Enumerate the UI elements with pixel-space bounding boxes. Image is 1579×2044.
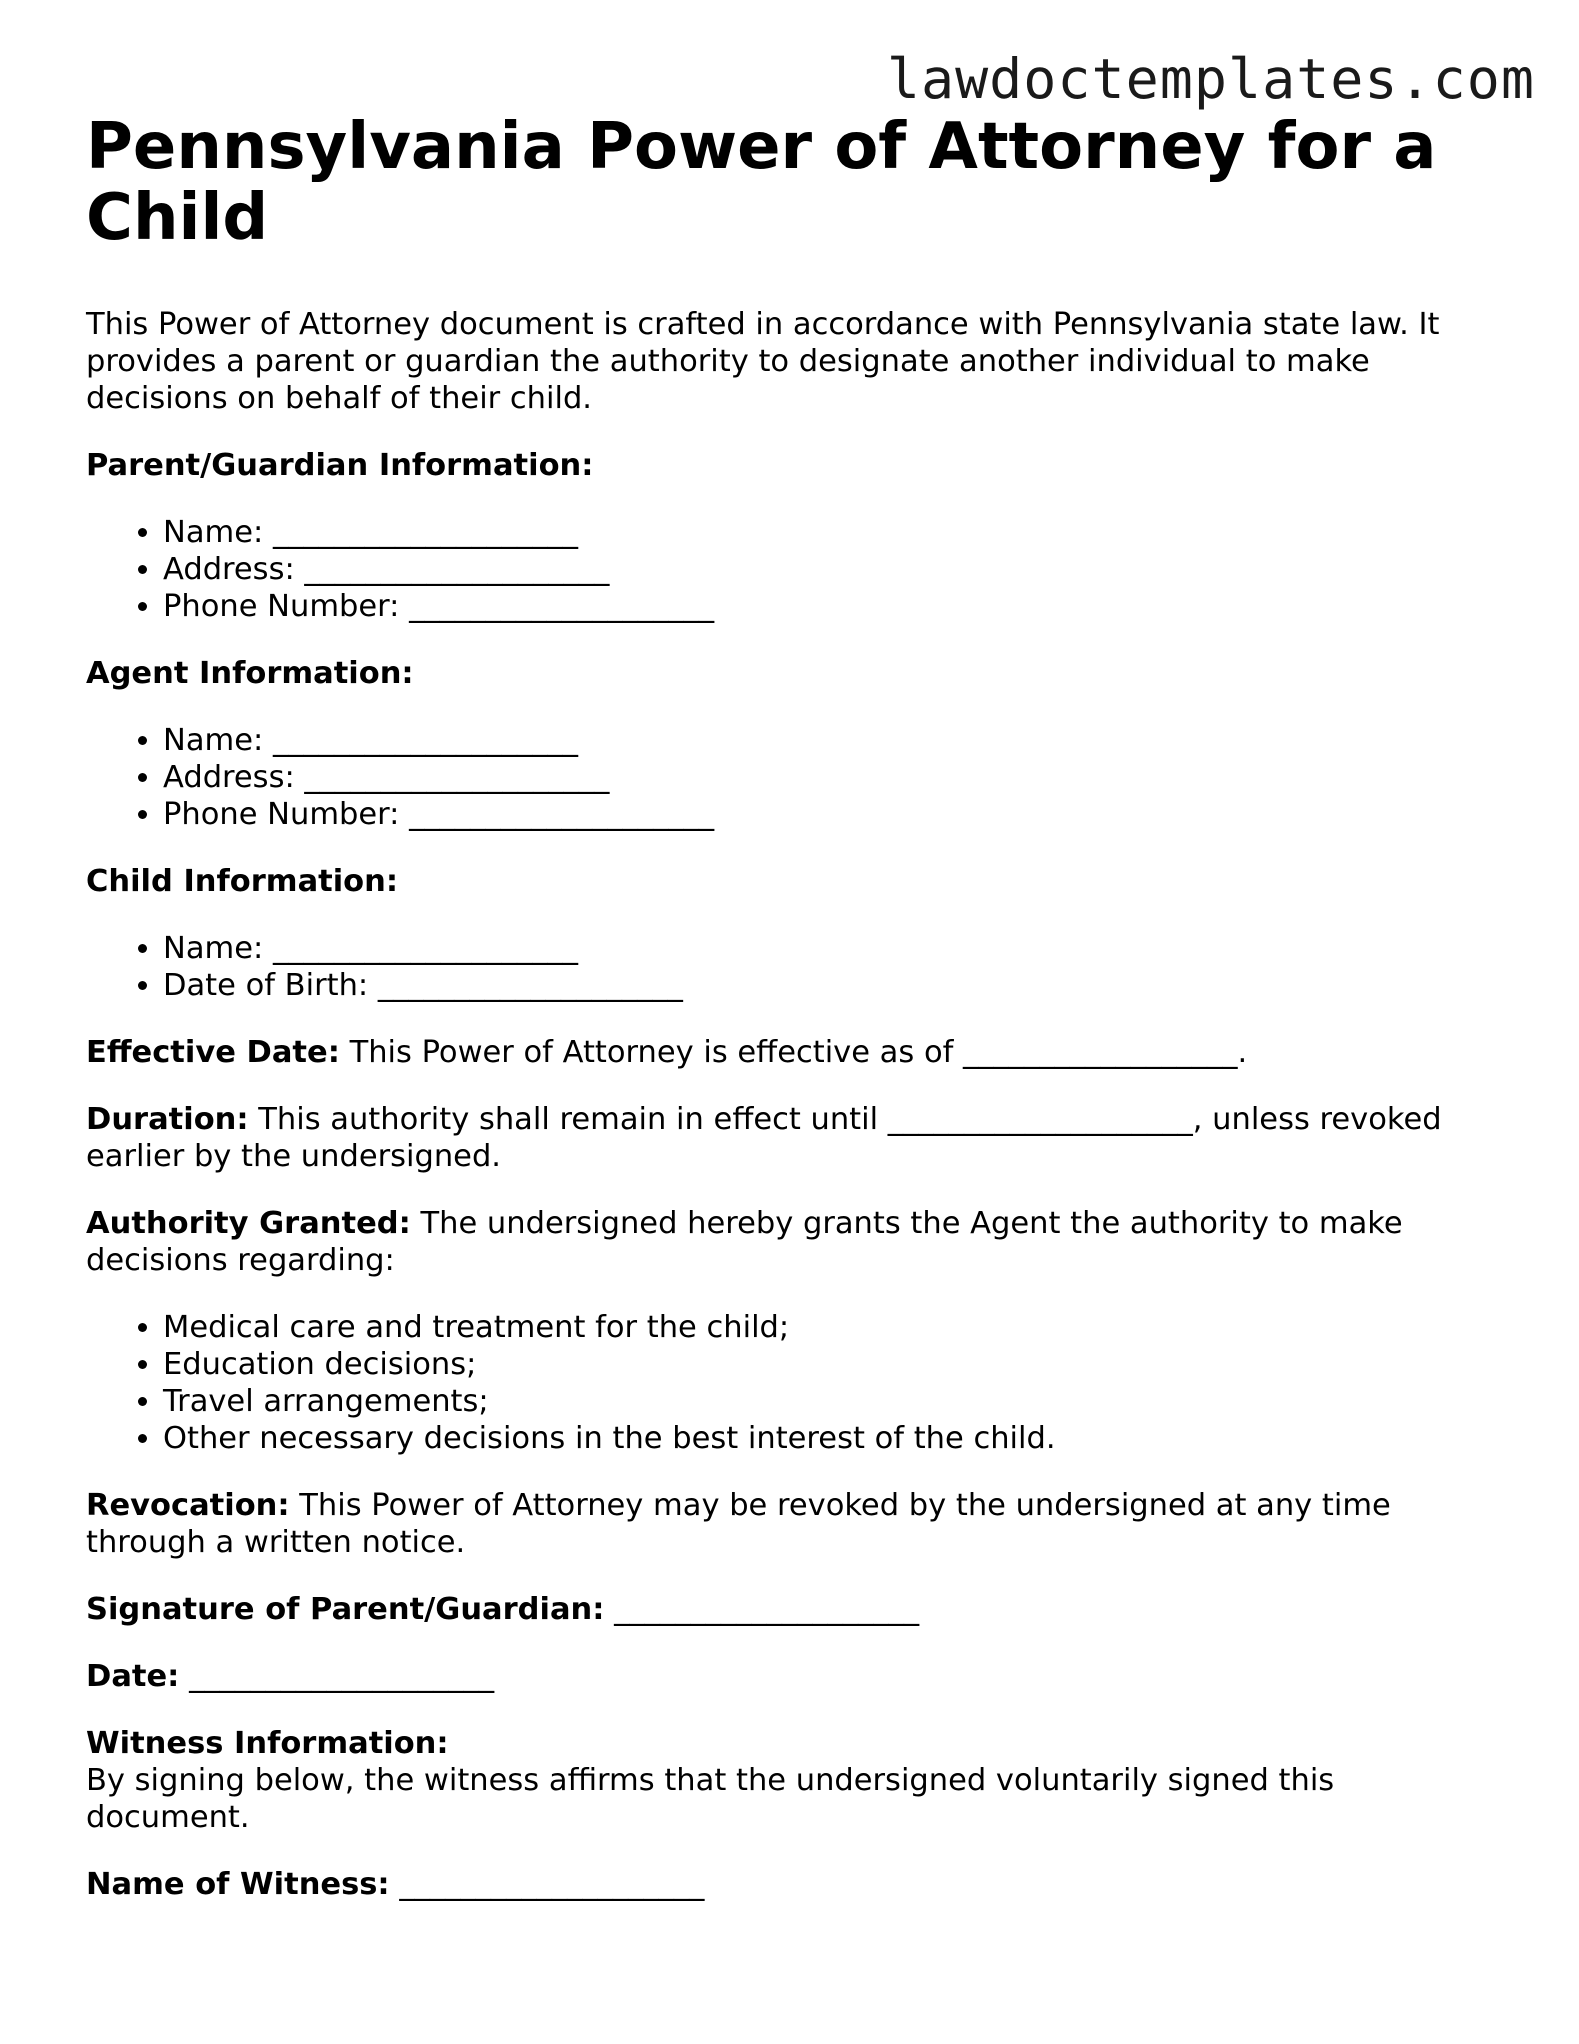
revocation-paragraph — [86, 1487, 1506, 1561]
agent-phone-field[interactable]: • Phone Number: ____________________ — [163, 796, 1506, 833]
authority-item-medical: • Medical care and treatment for the child; — [163, 1309, 1506, 1346]
child-name-field[interactable]: • Name: ____________________ — [163, 930, 1506, 967]
witness-paragraph — [86, 1725, 1506, 1836]
parent-fields-list — [86, 514, 1506, 625]
duration-label: Duration: — [86, 1102, 249, 1137]
effective-date-text[interactable]: This Power of Attorney is effective as of __________________. — [339, 1035, 1248, 1070]
child-section-heading: Child Information: — [86, 864, 399, 899]
duration-paragraph — [86, 1101, 1506, 1175]
child-dob-field[interactable]: • Date of Birth: ____________________ — [163, 967, 1506, 1004]
witness-name-field[interactable]: ____________________ — [389, 1867, 705, 1902]
date-line — [86, 1658, 1506, 1695]
signature-line — [86, 1591, 1506, 1628]
revocation-label: Revocation: — [86, 1488, 290, 1523]
effective-date-paragraph — [86, 1034, 1506, 1071]
signature-field[interactable]: ____________________ — [604, 1592, 920, 1627]
duration-text[interactable]: This authority shall remain in effect until ____________________, unless revoked earlier by the undersigned. — [86, 1102, 1442, 1174]
witness-name-line — [86, 1866, 1506, 1903]
parent-address-field[interactable]: • Address: ____________________ — [163, 551, 1506, 588]
site-watermark: lawdoctemplates.com — [886, 47, 1535, 111]
authority-list — [86, 1309, 1506, 1457]
revocation-text: This Power of Attorney may be revoked by the undersigned at any time through a written notice. — [86, 1488, 1391, 1560]
signature-label: Signature of Parent/Guardian: — [86, 1592, 605, 1627]
page-title: Pennsylvania Power of Attorney for a Child — [86, 110, 1437, 255]
agent-section-heading: Agent Information: — [86, 656, 414, 691]
parent-name-field[interactable]: • Name: ____________________ — [163, 514, 1506, 551]
authority-item-other: • Other necessary decisions in the best interest of the child. — [163, 1420, 1506, 1457]
authority-item-education: • Education decisions; — [163, 1346, 1506, 1383]
agent-address-field[interactable]: • Address: ____________________ — [163, 759, 1506, 796]
effective-date-label: Effective Date: — [86, 1035, 340, 1070]
intro-paragraph: This Power of Attorney document is crafted in accordance with Pennsylvania state law. It provides a parent or guardian the authority to designate another individual to make decisions on behalf of their child. — [86, 307, 1440, 416]
authority-item-travel: • Travel arrangements; — [163, 1383, 1506, 1420]
date-field[interactable]: ____________________ — [179, 1659, 495, 1694]
authority-label: Authority Granted: — [86, 1206, 411, 1241]
child-fields-list — [86, 930, 1506, 1004]
parent-phone-field[interactable]: • Phone Number: ____________________ — [163, 588, 1506, 625]
parent-section-heading: Parent/Guardian Information: — [86, 448, 594, 483]
witness-text: By signing below, the witness affirms that the undersigned voluntarily signed this document. — [86, 1763, 1335, 1835]
agent-fields-list — [86, 722, 1506, 833]
witness-name-label: Name of Witness: — [86, 1867, 390, 1902]
date-label: Date: — [86, 1659, 180, 1694]
witness-heading: Witness Information: — [86, 1726, 449, 1761]
document-body — [86, 112, 1506, 1933]
agent-name-field[interactable]: • Name: ____________________ — [163, 722, 1506, 759]
authority-paragraph — [86, 1205, 1506, 1279]
authority-text: The undersigned hereby grants the Agent the authority to make decisions regarding: — [86, 1206, 1403, 1278]
